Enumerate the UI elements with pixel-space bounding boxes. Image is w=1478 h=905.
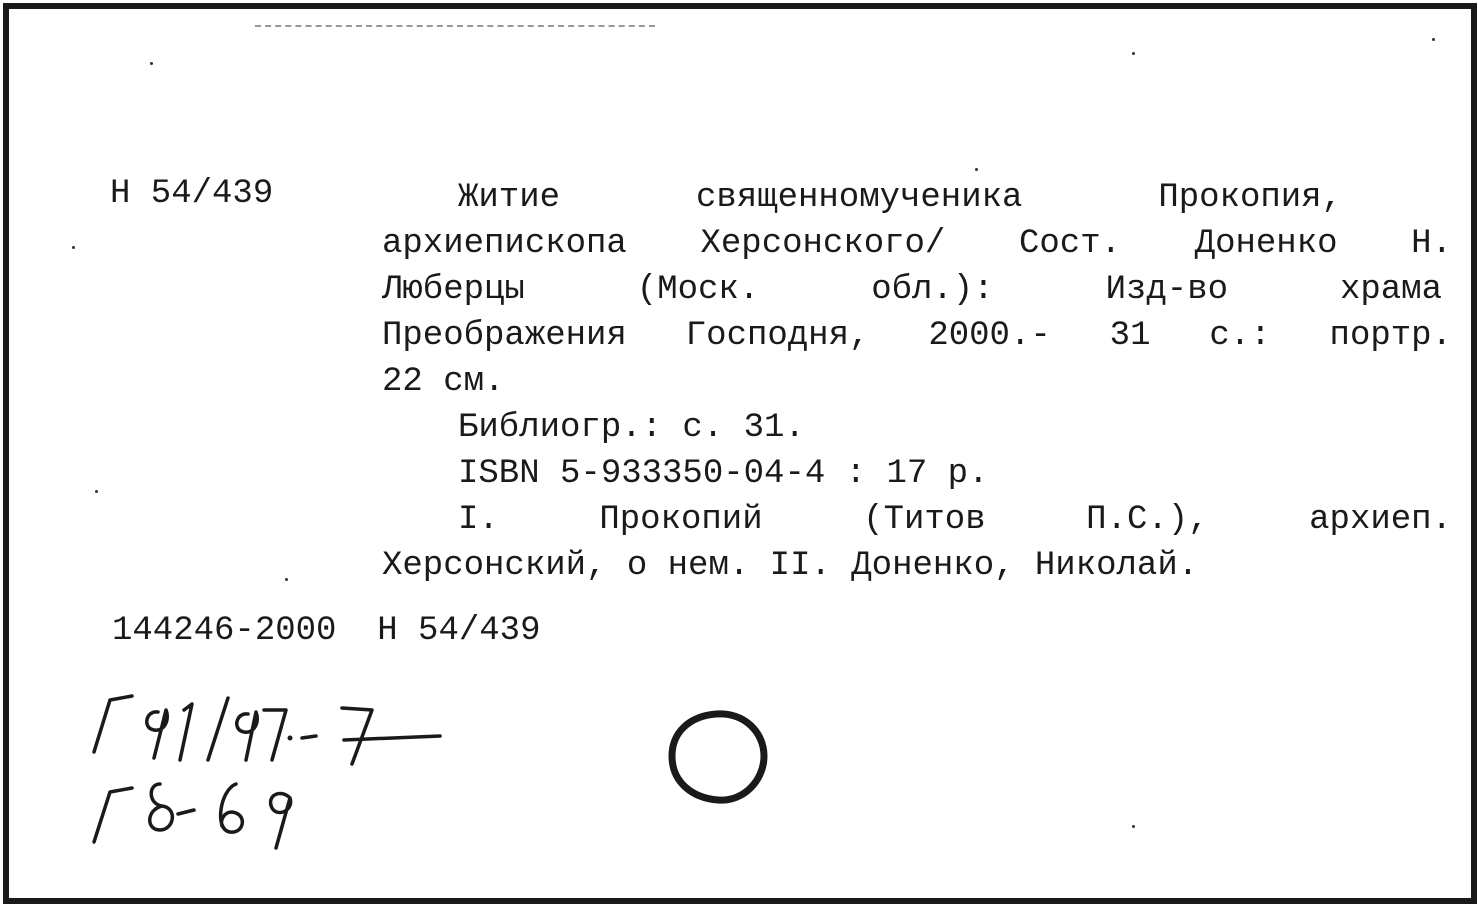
word: П.С.), bbox=[1086, 501, 1209, 539]
word: священномученика bbox=[695, 179, 1023, 217]
bibliographic-description bbox=[382, 175, 1452, 589]
scan-speck bbox=[1132, 52, 1135, 55]
word: Господня, bbox=[685, 317, 870, 355]
word: Преображения bbox=[382, 317, 627, 355]
top-rule bbox=[255, 25, 655, 27]
scan-speck bbox=[150, 62, 153, 65]
word: портр. bbox=[1329, 317, 1452, 355]
word: обл.): bbox=[871, 271, 994, 309]
word: Изд-во bbox=[1105, 271, 1228, 309]
scan-speck bbox=[975, 168, 978, 171]
punched-hole bbox=[664, 708, 774, 808]
word: Сост. bbox=[1019, 225, 1122, 263]
isbn-note: ISBN 5-933350-04-4 : 17 р. bbox=[458, 455, 989, 493]
word: храма bbox=[1339, 271, 1442, 309]
word: Прокопия, bbox=[1158, 179, 1342, 217]
title-line-3 bbox=[382, 267, 1452, 313]
subject-line-1 bbox=[382, 497, 1452, 543]
word: Прокопий bbox=[599, 501, 763, 539]
title-line-1 bbox=[382, 175, 1452, 221]
scan-speck bbox=[1132, 825, 1135, 828]
bibliography-note: Библиогр.: с. 31. bbox=[458, 409, 805, 447]
shelf-mark: Н 54/439 bbox=[110, 175, 274, 213]
word: Доненко bbox=[1194, 225, 1338, 263]
word: Люберцы bbox=[382, 271, 525, 309]
title-line-2 bbox=[382, 221, 1452, 267]
physical-description: 22 см. bbox=[382, 363, 505, 401]
inventory-number: 144246-2000 Н 54/439 bbox=[112, 612, 541, 650]
word: Житие bbox=[458, 179, 561, 217]
word: I. bbox=[458, 501, 499, 539]
word: архиеп. bbox=[1309, 501, 1452, 539]
handwritten-notation bbox=[80, 680, 460, 870]
word: Херсонского/ bbox=[700, 225, 946, 263]
word: 2000.- bbox=[928, 317, 1051, 355]
title-line-4 bbox=[382, 313, 1452, 359]
scan-speck bbox=[1432, 38, 1435, 41]
word: Н. bbox=[1411, 225, 1452, 263]
scan-speck bbox=[72, 246, 75, 249]
word: архиепископа bbox=[382, 225, 627, 263]
scan-speck bbox=[95, 490, 98, 493]
word: (Титов bbox=[863, 501, 986, 539]
word: 31 bbox=[1109, 317, 1151, 355]
word: (Моск. bbox=[636, 271, 760, 309]
word: с.: bbox=[1209, 317, 1271, 355]
scan-speck bbox=[285, 578, 288, 581]
subject-line-2: Херсонский, о нем. II. Доненко, Николай. bbox=[382, 547, 1199, 585]
